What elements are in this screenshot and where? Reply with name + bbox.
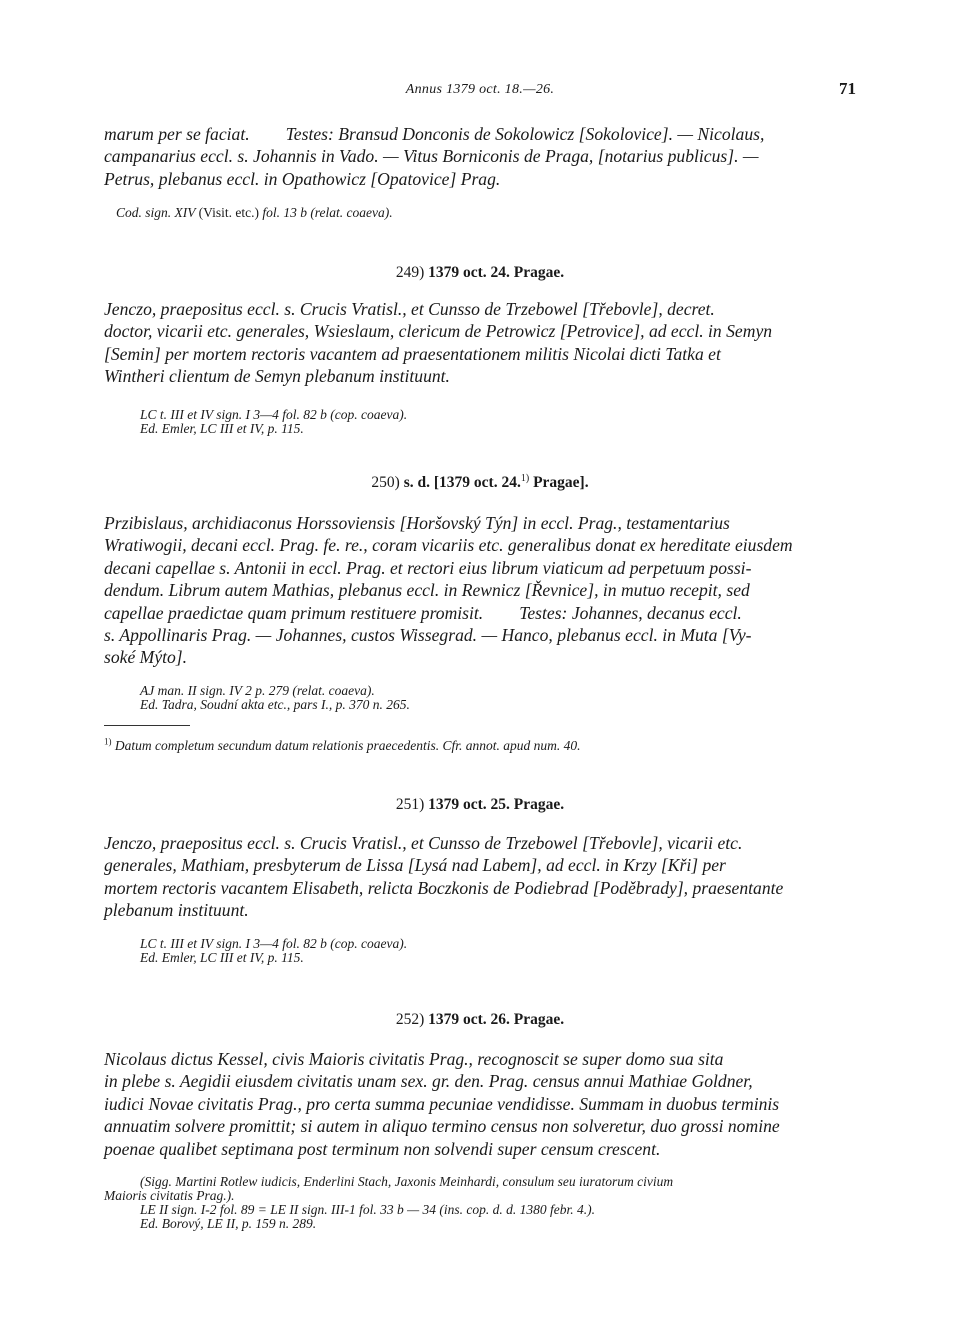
- entry-date: 1379 oct. 24.: [439, 474, 521, 491]
- text-line: s. Appollinaris Prag. — Johannes, custos Wissegrad. — Hanco, plebanus eccl. in Muta [Vy-: [104, 625, 752, 646]
- entry-252-text: [104, 1048, 856, 1160]
- text-segment: Testes: Johannes, decanus eccl.: [519, 602, 742, 623]
- text-line: decani capellae s. Antonii in eccl. Prag. et rectori eius librum viaticum ad perpetuum possi-: [104, 557, 752, 578]
- source-line: LC t. III et IV sign. I 3—4 fol. 82 b (cop. coaeva).: [140, 936, 408, 951]
- text-line: campanarius eccl. s. Johannis in Vado. — Vitus Borniconis de Praga, [notarius publicus]. —: [104, 146, 759, 167]
- text-line: plebanum instituunt.: [104, 900, 249, 921]
- entry-249-text: [104, 298, 856, 388]
- text-line: [104, 602, 856, 624]
- text-line: annuatim solvere promittit; si autem in aliquo termino census non solveretur, duo grossi nomine: [104, 1116, 780, 1137]
- source-segment: Cod. sign.: [116, 205, 172, 220]
- entry-place: Pragae].: [533, 474, 589, 491]
- source-line: LC t. III et IV sign. I 3—4 fol. 82 b (cop. coaeva).: [140, 407, 408, 422]
- text-line: Wratiwogii, decani eccl. Prag. fe. re., coram vicariis etc. generalibus donat ex hereditate eiusdem: [104, 535, 793, 556]
- source-segment: XIV: [174, 205, 196, 220]
- source-line: AJ man. II sign. IV 2 p. 279 (relat. coaeva).: [140, 683, 375, 698]
- source-line: Ed. Emler, LC III et IV, p. 115.: [140, 421, 304, 436]
- entry-date: 1379 oct. 24. Pragae.: [428, 264, 565, 281]
- text-line: soké Mýto].: [104, 647, 188, 668]
- running-title: Annus 1379 oct. 18.—26.: [405, 82, 555, 97]
- text-line: iudici Novae civitatis Prag., pro certa summa pecuniae vendidisse. Summam in duobus terminis: [104, 1093, 780, 1114]
- footnote-text: Datum completum secundum datum relationis praecedentis. Cfr. annot. apud num. 40.: [114, 738, 581, 753]
- text-segment: Testes: Bransud Donconis de Sokolowicz [Sokolovice]. — Nicolaus,: [285, 124, 765, 144]
- entry-date: 1379 oct. 26. Pragae.: [428, 1011, 565, 1028]
- entry-251-text: [104, 832, 856, 922]
- footnote-divider: [104, 725, 190, 726]
- source-line: Maioris civitatis Prag.).: [104, 1188, 235, 1203]
- source-line: (Sigg. Martini Rotlew iudicis, Enderlini Stach, Jaxonis Meinhardi, consulum seu iuratorum civium: [140, 1174, 674, 1189]
- source-line: LE II sign. I-2 fol. 89 = LE II sign. III-1 fol. 33 b — 34 (ins. cop. d. d. 1380 febr. 4.).: [140, 1202, 595, 1217]
- entry-248-text: [104, 123, 856, 190]
- source-segment: fol. 13 b (relat. coaeva).: [262, 205, 393, 220]
- text-line: Wintheri clientum de Semyn plebanum instituunt.: [104, 366, 450, 387]
- entry-248-source: [116, 206, 832, 220]
- text-line: generales, Mathiam, presbyterum de Lissa [Lysá nad Labem], ad eccl. in Krzy [Kři] per: [104, 855, 726, 876]
- text-line: Nicolaus dictus Kessel, civis Maioris civitatis Prag., recognoscit se super domo sua sita: [104, 1049, 724, 1069]
- entry-number: 252): [395, 1011, 425, 1028]
- text-line: Petrus, plebanus eccl. in Opathowicz [Opatovice] Prag.: [104, 168, 501, 189]
- entry-252-heading: [104, 1011, 856, 1029]
- entry-250-source: [140, 684, 856, 712]
- entry-251-source: [140, 937, 856, 965]
- text-line: Przibislaus, archidiaconus Horssoviensis [Horšovský Týn] in eccl. Prag., testamentarius: [104, 513, 730, 533]
- entry-249-heading: [104, 264, 856, 282]
- running-head: [104, 79, 856, 102]
- entry-250-text: [104, 512, 856, 669]
- entry-252-source: [104, 1175, 856, 1231]
- text-line: [104, 123, 856, 145]
- entry-number: 249): [395, 264, 425, 281]
- text-line: [Semin] per mortem rectoris vacantem ad praesentationem militis Nicolai dicti Tatka et: [104, 343, 721, 364]
- text-line: dendum. Librum autem Mathias, plebanus eccl. in Rewnicz [Řevnice], in mutuo recepit, sed: [104, 580, 750, 601]
- entry-date-prefix: s. d. [: [403, 474, 440, 491]
- text-line: Jenczo, praepositus eccl. s. Crucis Vratisl., et Cunsso de Trzebowel [Třebovle], decret.: [104, 299, 715, 319]
- footnote-ref[interactable]: 1): [520, 472, 530, 484]
- footnote: [104, 738, 856, 754]
- text-segment: capellae praedictae quam primum restituere promisit.: [104, 602, 484, 623]
- text-line: mortem rectoris vacantem Elisabeth, relicta Boczkonis de Podiebrad [Poděbrady], praesentante: [104, 877, 784, 898]
- page-number: 71: [839, 79, 856, 98]
- text-line: doctor, vicarii etc. generales, Wsieslaum, clericum de Petrowicz [Petrovice], ad eccl. in Semyn: [104, 321, 773, 342]
- entry-date: 1379 oct. 25. Pragae.: [428, 796, 565, 813]
- text-line: in plebe s. Aegidii eiusdem civitatis unam sex. gr. den. Prag. census annui Mathiae Goldner,: [104, 1071, 753, 1092]
- text-line: poenae qualibet septimana post terminum non solvendi super censum crescent.: [104, 1138, 661, 1159]
- entry-250-heading: [104, 474, 856, 492]
- text-segment: marum per se faciat.: [104, 124, 250, 144]
- source-line: Ed. Borový, LE II, p. 159 n. 289.: [140, 1216, 317, 1231]
- source-segment: (Visit. etc.): [198, 205, 259, 220]
- entry-number: 250): [371, 474, 400, 491]
- entry-249-source: [140, 408, 856, 436]
- text-line: Jenczo, praepositus eccl. s. Crucis Vratisl., et Cunsso de Trzebowel [Třebovle], vicarii etc.: [104, 833, 743, 853]
- source-line: Ed. Emler, LC III et IV, p. 115.: [140, 950, 304, 965]
- source-line: Ed. Tadra, Soudní akta etc., pars I., p. 370 n. 265.: [140, 697, 410, 712]
- entry-number: 251): [395, 796, 425, 813]
- entry-251-heading: [104, 796, 856, 814]
- footnote-marker: 1): [104, 736, 112, 747]
